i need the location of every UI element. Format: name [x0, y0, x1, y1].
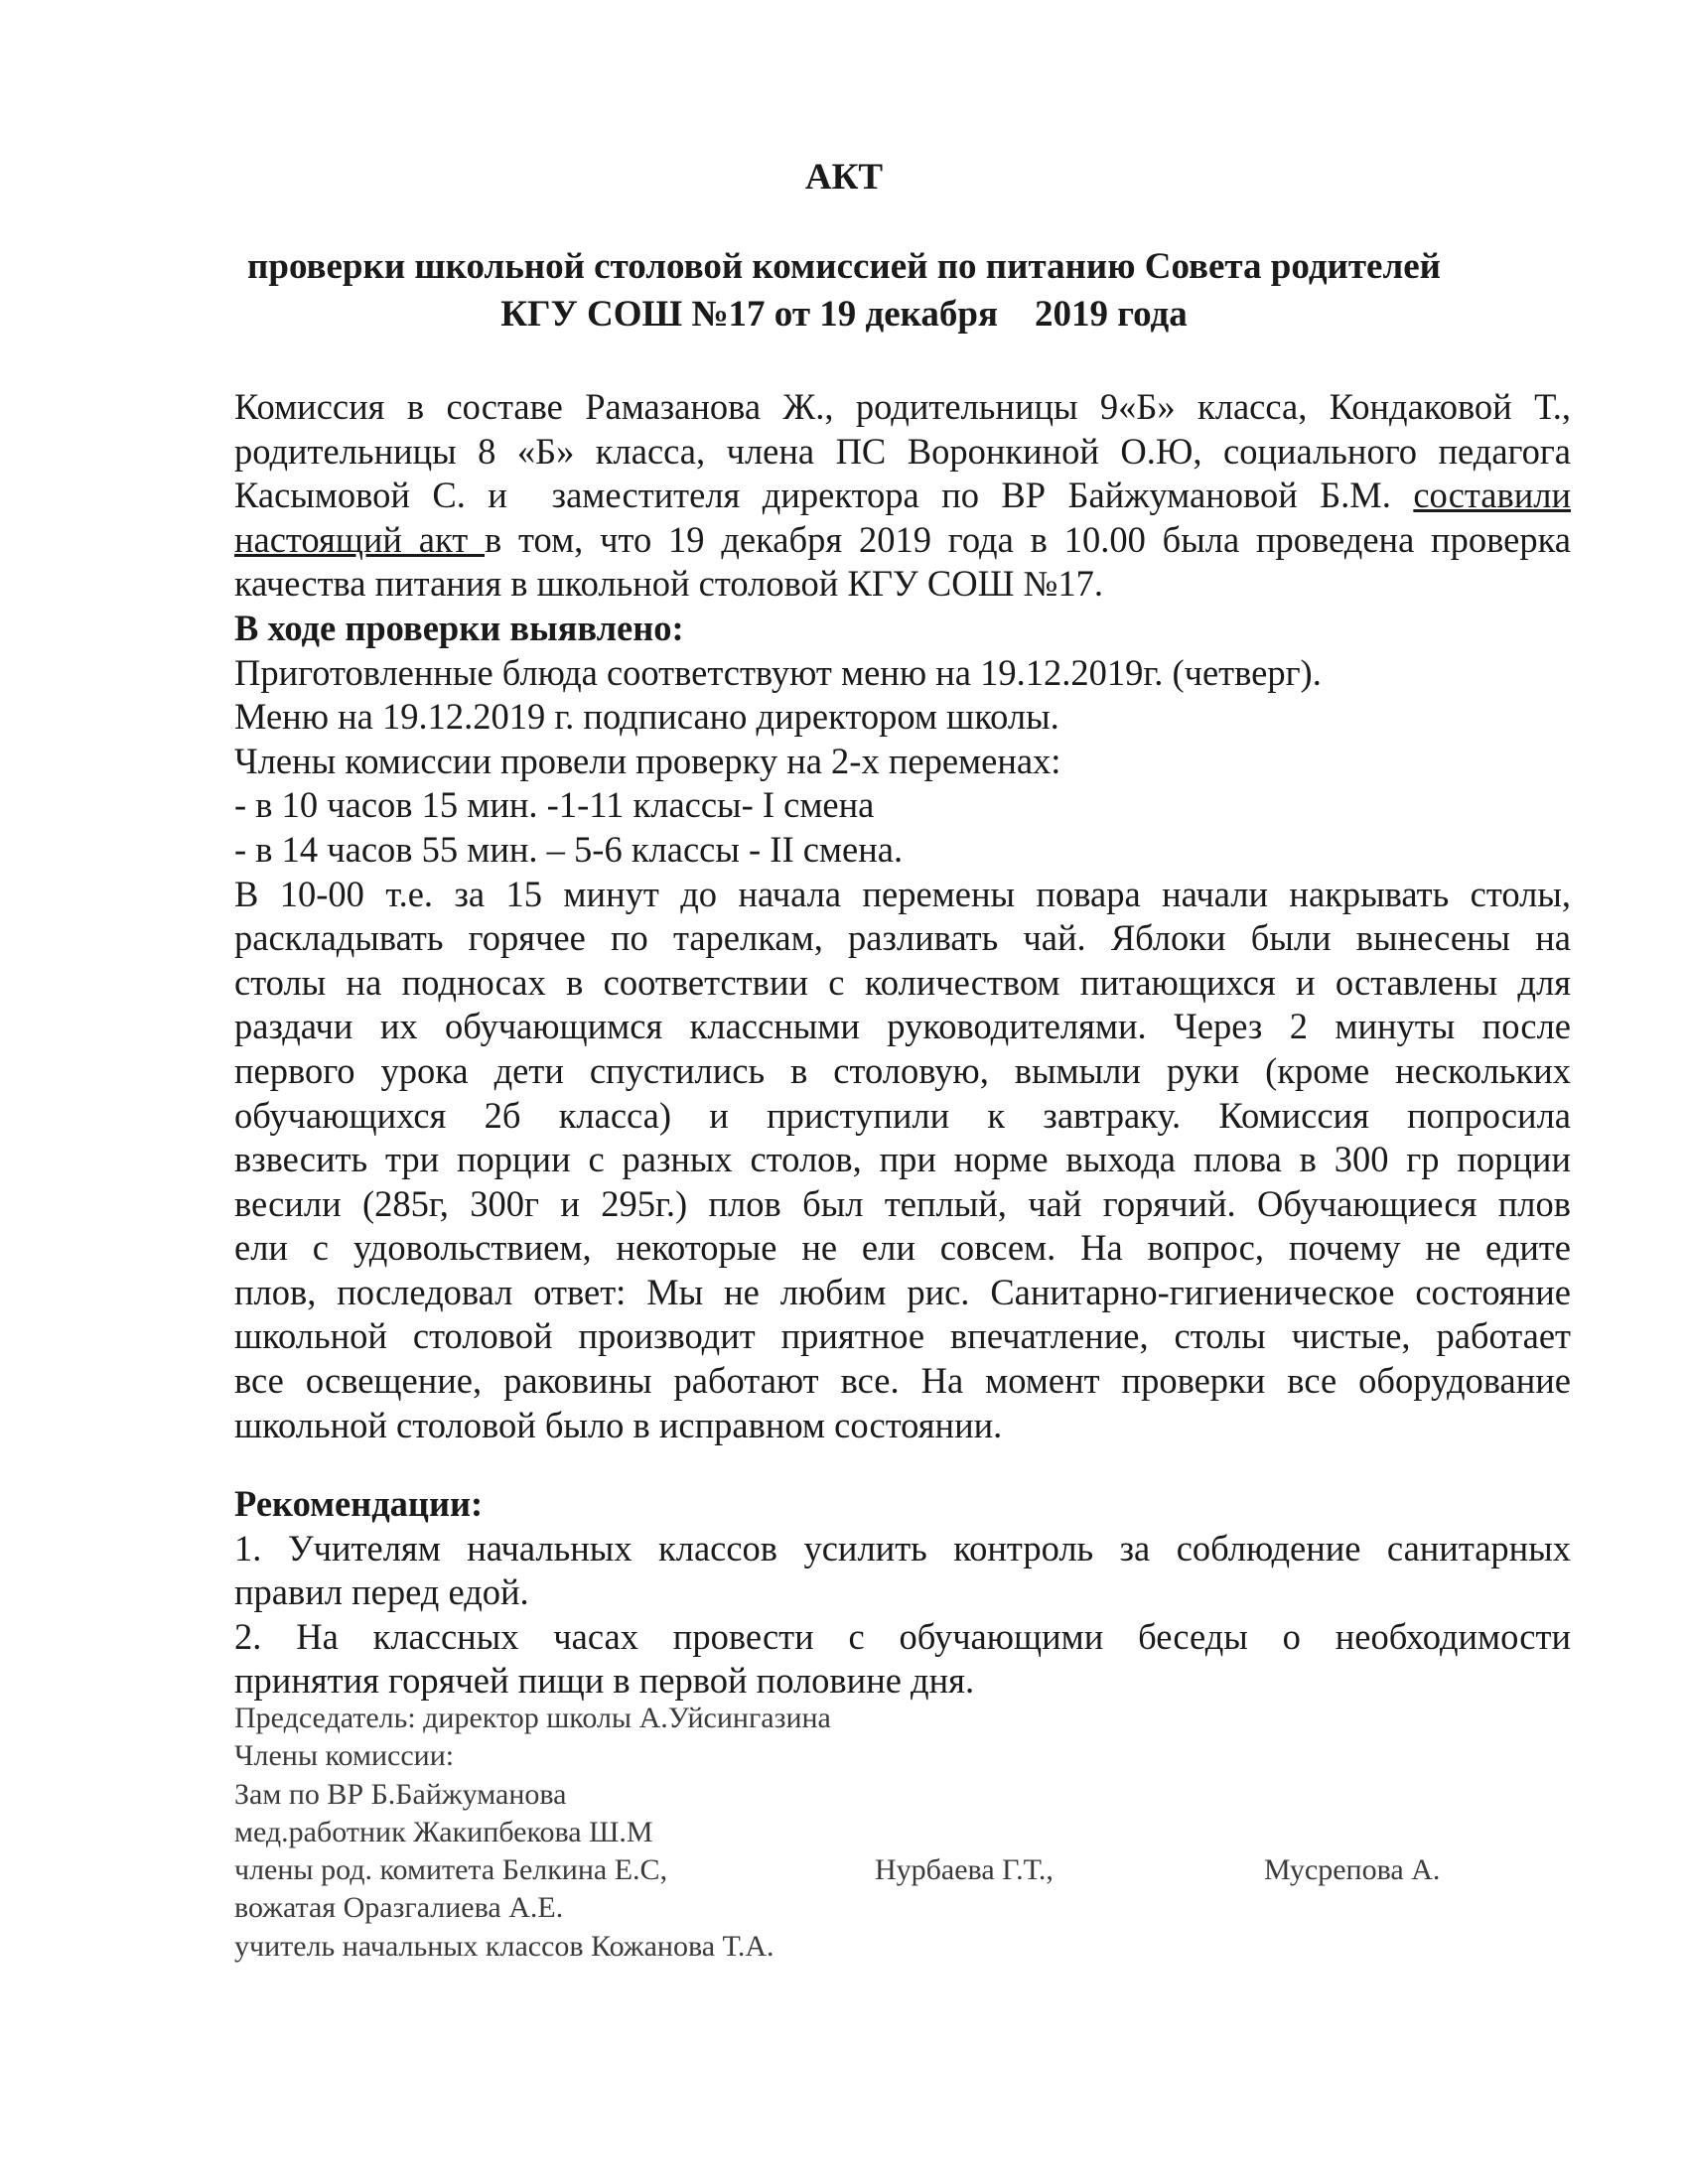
description-line: первого урока дети спустились в столовую, вымыли руки (кроме нескольких — [234, 1049, 1571, 1091]
finding-line: - в 10 часов 15 мин. -1-11 классы- I смена — [234, 784, 875, 826]
signature-counselor: вожатая Оразгалиева А.Е. — [234, 1891, 564, 1925]
intro-line: Комиссия в составе Рамазанова Ж., родительницы 9«Б» класса, Кондаковой Т., — [234, 386, 1571, 427]
intro-line — [234, 518, 1571, 563]
description-line: раздачи их обучающимся классными руководителями. Через 2 минуты после — [234, 1006, 1571, 1047]
intro-line — [234, 474, 1571, 518]
document-title: АКТ — [804, 157, 884, 198]
intro-paragraph — [234, 385, 1571, 1447]
signature-medic: мед.работник Жакипбекова Ш.М — [234, 1815, 653, 1848]
intro-line: качества питания в школьной столовой КГУ СОШ №17. — [234, 563, 1103, 605]
signature-parent-3: Мусрепова А. — [1264, 1853, 1441, 1887]
signatures-section — [234, 1700, 1571, 1966]
finding-line: Приготовленные блюда соответствуют меню на 19.12.2019г. (четверг). — [234, 651, 1322, 693]
signature-members-label: Члены комиссии: — [234, 1739, 455, 1773]
underlined-text: составили — [1413, 475, 1571, 516]
intro-text: Касымовой С. и заместителя директора по ВР Байжумановой Б.М. — [234, 475, 1414, 516]
recommendation-line: 2. На классных часах провести с обучающими беседы о необходимости — [234, 1615, 1571, 1657]
description-line: ели с удовольствием, некоторые не ели совсем. На вопрос, почему не едите — [234, 1227, 1571, 1269]
finding-line: - в 14 часов 55 мин. – 5-6 классы - II смена. — [234, 828, 904, 870]
signature-chair: Председатель: директор школы А.Уйсингазина — [234, 1702, 831, 1734]
finding-line: Меню на 19.12.2019 г. подписано директором школы. — [234, 696, 1059, 738]
recommendations-section — [234, 1482, 1571, 1704]
signature-parent-2: Нурбаева Г.Т., — [875, 1853, 1054, 1887]
description-line: взвесить три порции с разных столов, при норме выхода плова в 300 гр порции — [234, 1139, 1571, 1180]
recommendation-line: 1. Учителям начальных классов усилить контроль за соблюдение санитарных — [234, 1527, 1571, 1569]
intro-line: родительницы 8 «Б» класса, члена ПС Воронкиной О.Ю, социального педагога — [234, 430, 1571, 472]
description-line: столы на подносах в соответствии с количеством питающихся и оставлены для — [234, 961, 1571, 1003]
recommendation-line: правил перед едой. — [234, 1571, 529, 1613]
signature-parents-row — [234, 1851, 1571, 1889]
signature-parent-1: члены род. комитета Белкина Е.С, — [234, 1853, 668, 1887]
description-line: весили (285г, 300г и 295г.) плов был теплый, чай горячий. Обучающиеся плов — [234, 1182, 1571, 1224]
document-subtitle-line-1: проверки школьной столовой комиссией по питанию Совета родителей — [247, 246, 1441, 287]
description-line: В 10-00 т.е. за 15 минут до начала перемены повара начали накрывать столы, — [234, 873, 1571, 914]
finding-line: Члены комиссии провели проверку на 2-х переменах: — [234, 740, 1061, 781]
document-subtitle-line-2: КГУ СОШ №17 от 19 декабря 2019 года — [500, 294, 1188, 335]
signature-deputy: Зам по ВР Б.Байжуманова — [234, 1777, 567, 1811]
intro-text: в том, что 19 декабря 2019 года в 10.00 была проведена проверка — [484, 518, 1571, 560]
recommendations-heading: Рекомендации: — [234, 1483, 484, 1524]
recommendation-line: принятия горячей пищи в первой половине дня. — [234, 1660, 975, 1702]
description-line: раскладывать горячее по тарелкам, разливать чай. Яблоки были вынесены на — [234, 917, 1571, 959]
description-line: все освещение, раковины работают все. На момент проверки все оборудование — [234, 1360, 1571, 1402]
description-line: обучающихся 2б класса) и приступили к завтраку. Комиссия попросила — [234, 1094, 1571, 1136]
description-line: плов, последовал ответ: Мы не любим рис. Санитарно-гигиеническое состояние — [234, 1271, 1571, 1312]
underlined-text: настоящий акт — [234, 518, 485, 560]
signature-teacher: учитель начальных классов Кожанова Т.А. — [234, 1929, 774, 1963]
description-line: школьной столовой производит приятное впечатление, столы чистые, работает — [234, 1315, 1571, 1357]
findings-heading: В ходе проверки выявлено: — [234, 607, 684, 648]
description-line: школьной столовой было в исправном состоянии. — [234, 1404, 1003, 1445]
